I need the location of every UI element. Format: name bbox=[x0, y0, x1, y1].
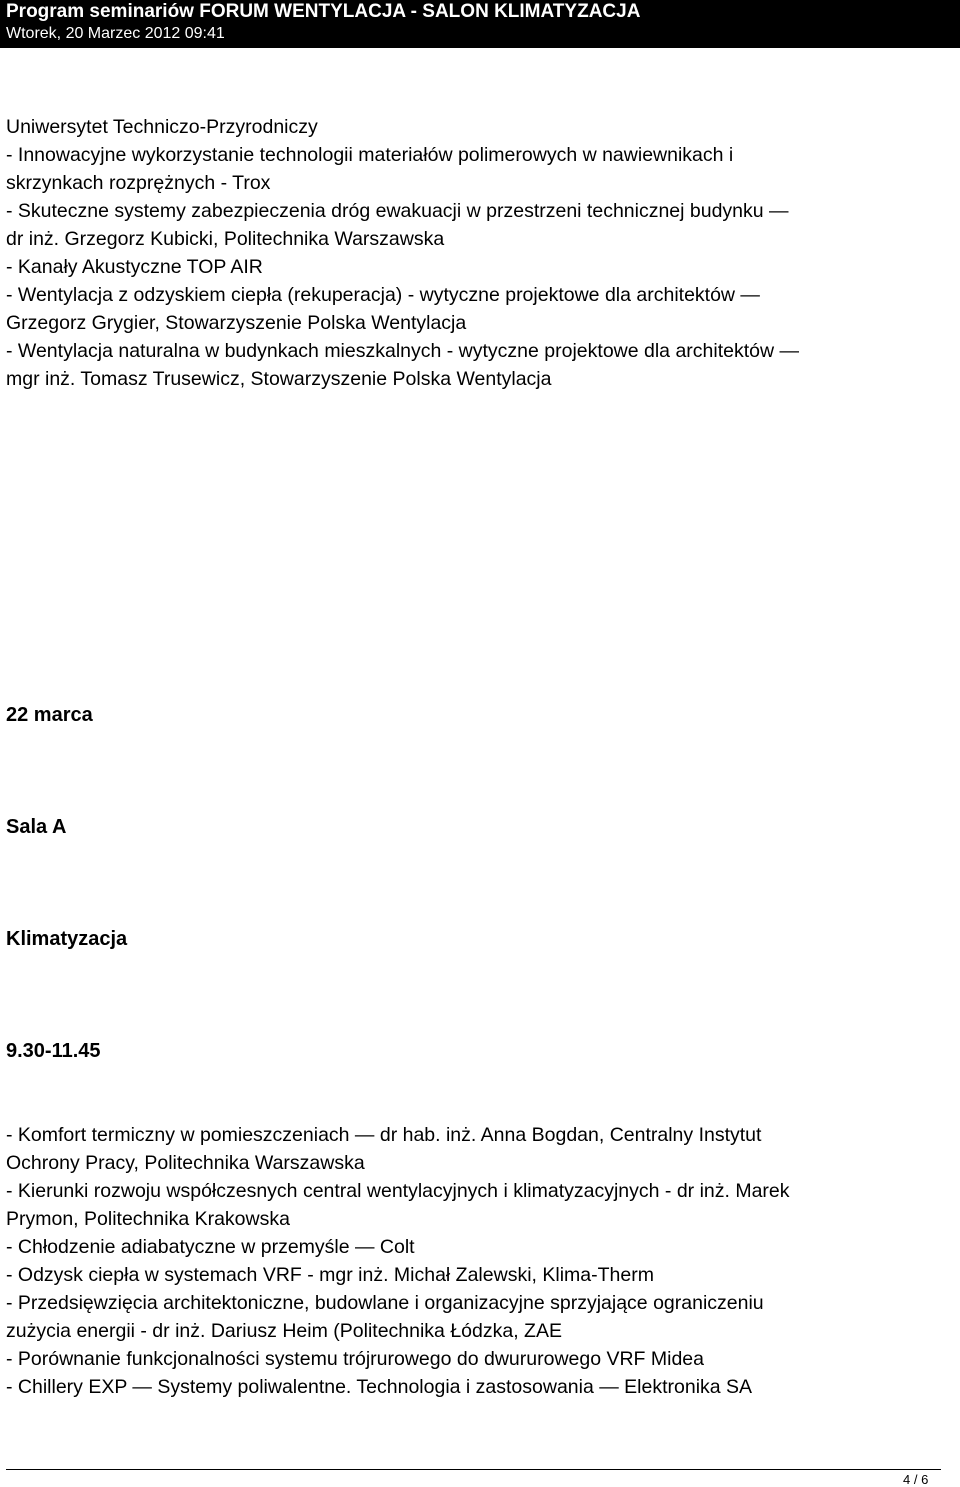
text-line: skrzynkach rozprężnych - Trox bbox=[6, 172, 271, 194]
text-line: dr inż. Grzegorz Kubicki, Politechnika Warszawska bbox=[6, 228, 445, 250]
heading-topic: Klimatyzacja bbox=[6, 928, 128, 950]
text-line: - Skuteczne systemy zabezpieczenia dróg ewakuacji w przestrzeni technicznej budynku — bbox=[6, 200, 789, 222]
heading-date: 22 marca bbox=[6, 704, 93, 726]
text-line: - Komfort termiczny w pomieszczeniach — dr hab. inż. Anna Bogdan, Centralny Instytut bbox=[6, 1124, 762, 1146]
text-line: - Innowacyjne wykorzystanie technologii materiałów polimerowych w nawiewnikach i bbox=[6, 144, 734, 166]
heading-time: 9.30-11.45 bbox=[6, 1040, 101, 1062]
text-line: - Chłodzenie adiabatyczne w przemyśle — Colt bbox=[6, 1236, 415, 1258]
page-number: 4 / 6 bbox=[903, 1472, 929, 1487]
document-date: Wtorek, 20 Marzec 2012 09:41 bbox=[6, 25, 225, 42]
text-line: - Przedsięwzięcia architektoniczne, budowlane i organizacyjne sprzyjające ograniczeniu bbox=[6, 1292, 764, 1314]
document-title: Program seminariów FORUM WENTYLACJA - SALON KLIMATYZACJA bbox=[6, 1, 641, 22]
text-line: - Wentylacja z odzyskiem ciepła (rekuperacja) - wytyczne projektowe dla architektów — bbox=[6, 284, 760, 306]
text-line: - Kierunki rozwoju współczesnych central wentylacyjnych i klimatyzacyjnych - dr inż. Marek bbox=[6, 1180, 790, 1202]
footer-divider bbox=[6, 1469, 941, 1470]
text-line: - Wentylacja naturalna w budynkach mieszkalnych - wytyczne projektowe dla architektów — bbox=[6, 340, 799, 362]
text-line: - Chillery EXP — Systemy poliwalentne. Technologia i zastosowania — Elektronika SA bbox=[6, 1376, 753, 1398]
text-line: zużycia energii - dr inż. Dariusz Heim (Politechnika Łódzka, ZAE bbox=[6, 1320, 562, 1342]
text-line: Ochrony Pracy, Politechnika Warszawska bbox=[6, 1152, 365, 1174]
text-line: Uniwersytet Techniczo-Przyrodniczy bbox=[6, 116, 318, 138]
text-line: - Porównanie funkcjonalności systemu trójrurowego do dwururowego VRF Midea bbox=[6, 1348, 705, 1370]
text-line: mgr inż. Tomasz Trusewicz, Stowarzyszenie Polska Wentylacja bbox=[6, 368, 552, 390]
text-line: Grzegorz Grygier, Stowarzyszenie Polska Wentylacja bbox=[6, 312, 467, 334]
text-line: - Odzysk ciepła w systemach VRF - mgr inż. Michał Zalewski, Klima-Therm bbox=[6, 1264, 654, 1286]
heading-room: Sala A bbox=[6, 816, 67, 838]
text-line: - Kanały Akustyczne TOP AIR bbox=[6, 256, 263, 278]
text-line: Prymon, Politechnika Krakowska bbox=[6, 1208, 290, 1230]
header-bar bbox=[0, 0, 960, 48]
